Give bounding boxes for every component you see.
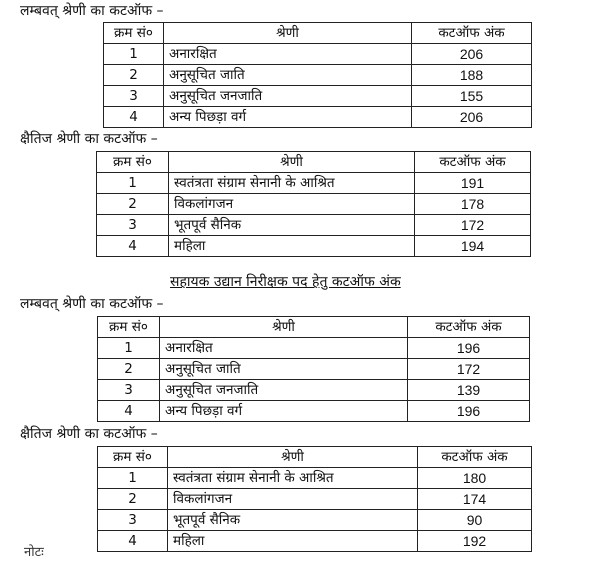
column-header-category: श्रेणी — [169, 152, 415, 173]
serial-cell: 1 — [104, 44, 164, 65]
category-cell: अनारक्षित — [164, 44, 412, 65]
serial-cell: 2 — [98, 359, 160, 380]
category-cell: विकलांगजन — [169, 194, 415, 215]
table-row — [98, 338, 530, 359]
category-cell: स्वतंत्रता संग्राम सेनानी के आश्रित — [169, 173, 415, 194]
serial-cell: 4 — [98, 401, 160, 422]
column-header-cutoff: कटऑफ अंक — [415, 152, 531, 173]
table-header-row — [104, 23, 532, 44]
category-cell: विकलांगजन — [168, 489, 418, 510]
cutoff-cell: 196 — [408, 338, 530, 359]
cutoff-cell: 155 — [412, 86, 532, 107]
table-row — [104, 44, 532, 65]
serial-cell: 4 — [104, 107, 164, 128]
cutoff-cell: 206 — [412, 107, 532, 128]
table-row — [97, 236, 531, 257]
serial-cell: 3 — [104, 86, 164, 107]
table-row — [98, 468, 532, 489]
category-cell: अनुसूचित जाति — [164, 65, 412, 86]
section-heading-horizontal-2: क्षैतिज श्रेणी का कटऑफ – — [20, 426, 158, 442]
post-cutoff-heading: सहायक उद्यान निरीक्षक पद हेतु कटऑफ अंक — [170, 274, 401, 290]
cutoff-cell: 174 — [418, 489, 532, 510]
serial-cell: 1 — [98, 468, 168, 489]
serial-cell: 2 — [98, 489, 168, 510]
column-header-category: श्रेणी — [168, 447, 418, 468]
table-row — [98, 489, 532, 510]
section-heading-horizontal-1: क्षैतिज श्रेणी का कटऑफ – — [20, 131, 158, 147]
category-cell: महिला — [168, 531, 418, 552]
footnote: नोटः — [24, 545, 44, 560]
table-row — [97, 173, 531, 194]
serial-cell: 4 — [97, 236, 169, 257]
category-cell: भूतपूर्व सैनिक — [168, 510, 418, 531]
cutoff-table-horizontal-1 — [96, 151, 531, 257]
serial-cell: 3 — [98, 380, 160, 401]
cutoff-table-vertical-1 — [103, 22, 532, 128]
cutoff-table-horizontal-2 — [97, 446, 532, 552]
section-heading-vertical-2: लम्बवत् श्रेणी का कटऑफ – — [20, 296, 164, 312]
cutoff-cell: 188 — [412, 65, 532, 86]
column-header-serial: क्रम सं० — [98, 447, 168, 468]
column-header-cutoff: कटऑफ अंक — [412, 23, 532, 44]
column-header-cutoff: कटऑफ अंक — [418, 447, 532, 468]
category-cell: अनुसूचित जनजाति — [160, 380, 408, 401]
table-row — [98, 531, 532, 552]
table-header-row — [98, 447, 532, 468]
cutoff-cell: 172 — [408, 359, 530, 380]
table-header-row — [98, 317, 530, 338]
table-row — [98, 359, 530, 380]
serial-cell: 2 — [104, 65, 164, 86]
section-heading-vertical-1: लम्बवत् श्रेणी का कटऑफ – — [20, 3, 164, 19]
serial-cell: 3 — [98, 510, 168, 531]
category-cell: अन्य पिछड़ा वर्ग — [164, 107, 412, 128]
column-header-category: श्रेणी — [160, 317, 408, 338]
table-row — [98, 380, 530, 401]
cutoff-cell: 172 — [415, 215, 531, 236]
serial-cell: 3 — [97, 215, 169, 236]
category-cell: अनुसूचित जनजाति — [164, 86, 412, 107]
category-cell: अनारक्षित — [160, 338, 408, 359]
cutoff-cell: 191 — [415, 173, 531, 194]
cutoff-cell: 206 — [412, 44, 532, 65]
cutoff-cell: 192 — [418, 531, 532, 552]
serial-cell: 1 — [97, 173, 169, 194]
table-row — [104, 86, 532, 107]
table-row — [97, 215, 531, 236]
table-row — [104, 65, 532, 86]
table-row — [97, 194, 531, 215]
column-header-cutoff: कटऑफ अंक — [408, 317, 530, 338]
category-cell: अनुसूचित जाति — [160, 359, 408, 380]
cutoff-cell: 178 — [415, 194, 531, 215]
category-cell: महिला — [169, 236, 415, 257]
cutoff-cell: 90 — [418, 510, 532, 531]
serial-cell: 1 — [98, 338, 160, 359]
column-header-serial: क्रम सं० — [98, 317, 160, 338]
table-row — [98, 510, 532, 531]
cutoff-cell: 180 — [418, 468, 532, 489]
serial-cell: 4 — [98, 531, 168, 552]
table-row — [104, 107, 532, 128]
column-header-category: श्रेणी — [164, 23, 412, 44]
cutoff-cell: 194 — [415, 236, 531, 257]
cutoff-table-vertical-2 — [97, 316, 530, 422]
cutoff-cell: 196 — [408, 401, 530, 422]
serial-cell: 2 — [97, 194, 169, 215]
category-cell: अन्य पिछड़ा वर्ग — [160, 401, 408, 422]
category-cell: स्वतंत्रता संग्राम सेनानी के आश्रित — [168, 468, 418, 489]
table-row — [98, 401, 530, 422]
table-header-row — [97, 152, 531, 173]
cutoff-cell: 139 — [408, 380, 530, 401]
category-cell: भूतपूर्व सैनिक — [169, 215, 415, 236]
column-header-serial: क्रम सं० — [104, 23, 164, 44]
column-header-serial: क्रम सं० — [97, 152, 169, 173]
